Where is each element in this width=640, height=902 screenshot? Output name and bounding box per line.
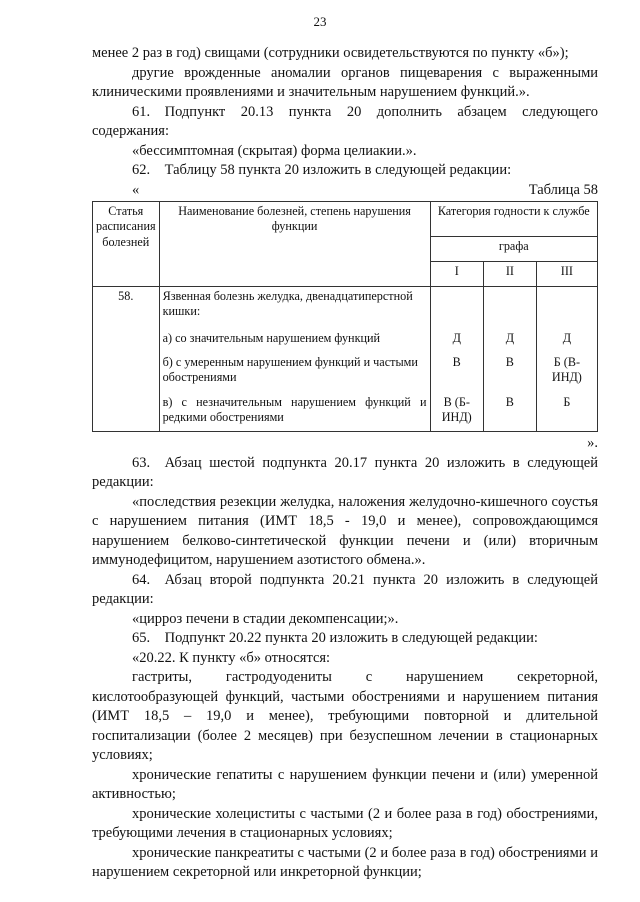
header-col-1: I bbox=[430, 261, 483, 286]
item-gastritis: гастриты, гастродуодениты с нарушением секреторной, кислотообразующей функций, частыми обострениями и нарушением питания (ИМТ 18,5 – 19,0 и менее), требующими повторной и длительной госпитализации (более 2 месяцев) при безуспешном лечении в стационарных условиях; bbox=[92, 669, 598, 763]
paragraph-61-quote: «бессимптомная (скрытая) форма целиакии.». bbox=[132, 142, 417, 159]
col-3-values bbox=[536, 286, 597, 431]
paragraph-63-quote: «последствия резекции желудка, наложения желудочно-кишечного соустья с нарушением питания (ИМТ 18,5 - 19,0 и менее), сопровождающимся нарушением белково-синтетической функции печени и (или) вторичным иммунодефицитом, нарушением азотистого обмена.». bbox=[92, 493, 598, 568]
paragraph-63: 63. Абзац шестой подпункта 20.17 пункта 20 изложить в следующей редакции: bbox=[92, 454, 598, 490]
disease-title: Язвенная болезнь желудка, двенадцатиперстной кишки: bbox=[162, 288, 413, 318]
item-hepatitis: хронические гепатиты с нарушением функции печени и (или) умеренной активностью; bbox=[92, 766, 598, 802]
row-a-v1: Д bbox=[452, 330, 461, 345]
row-b-name: б) с умеренным нарушением функций и частыми обострениями bbox=[162, 354, 418, 384]
page-number: 23 bbox=[313, 14, 327, 29]
header-col-3: III bbox=[536, 261, 597, 286]
row-c-name: в) с незначительным нарушением функций и редкими обострениями bbox=[162, 394, 427, 424]
row-b-v1: В bbox=[452, 354, 461, 369]
close-quote: ». bbox=[587, 434, 598, 451]
paragraph-64: 64. Абзац второй подпункта 20.21 пункта 20 изложить в следующей редакции: bbox=[92, 571, 598, 607]
item-cholecystitis: хронические холециститы с частыми (2 и более раза в год) обострениями, требующими лечения в стационарных условиях; bbox=[92, 805, 598, 841]
table-caption-row bbox=[92, 181, 598, 201]
paragraph-62: 62. Таблицу 58 пункта 20 изложить в следующей редакции: bbox=[132, 162, 512, 178]
header-article: Статья расписания болезней bbox=[93, 201, 160, 286]
document-body bbox=[92, 44, 598, 883]
table-58 bbox=[92, 201, 598, 432]
row-c-v2: В bbox=[505, 394, 514, 409]
row-a-v3: Д bbox=[562, 330, 572, 345]
row-a-v2: Д bbox=[505, 330, 515, 345]
row-c-v3: Б bbox=[563, 394, 571, 409]
paragraph-65: 65. Подпункт 20.22 пункта 20 изложить в следующей редакции: bbox=[132, 630, 538, 646]
article-number bbox=[93, 286, 160, 431]
header-category: Категория годности к службе bbox=[430, 201, 597, 236]
paragraph-65-head: «20.22. К пункту «б» относятся: bbox=[132, 649, 331, 666]
col-1-values bbox=[430, 286, 483, 431]
paragraph-anomalies: другие врожденные аномалии органов пищеварения с выраженными клиническими проявлениями и значительным нарушением функций.». bbox=[92, 64, 598, 100]
header-name: Наименование болезней, степень нарушения функции bbox=[159, 201, 430, 286]
paragraph-64-quote: «цирроз печени в стадии декомпенсации;». bbox=[132, 610, 399, 627]
table-caption: Таблица 58 bbox=[528, 181, 598, 198]
row-b-v3: Б (В-ИНД) bbox=[551, 354, 582, 384]
col-2-values bbox=[483, 286, 536, 431]
disease-cell bbox=[159, 286, 430, 431]
header-grafa: графа bbox=[430, 236, 597, 261]
paragraph-61: 61. Подпункт 20.13 пункта 20 дополнить абзацем следующего содержания: bbox=[92, 103, 598, 139]
row-a-name: а) со значительным нарушением функций bbox=[162, 330, 381, 345]
row-b-v2: В bbox=[505, 354, 514, 369]
article-number-text: 58. bbox=[118, 288, 134, 303]
row-c-v1: В (Б-ИНД) bbox=[441, 394, 472, 424]
paragraph-continuation: менее 2 раз в год) свищами (сотрудники освидетельствуются по пункту «б»); bbox=[92, 45, 569, 61]
header-col-2: II bbox=[483, 261, 536, 286]
item-pancreatitis: хронические панкреатиты с частыми (2 и более раза в год) обострениями и нарушением секреторной или инкреторной функции; bbox=[92, 844, 598, 880]
open-quote: « bbox=[132, 181, 140, 198]
